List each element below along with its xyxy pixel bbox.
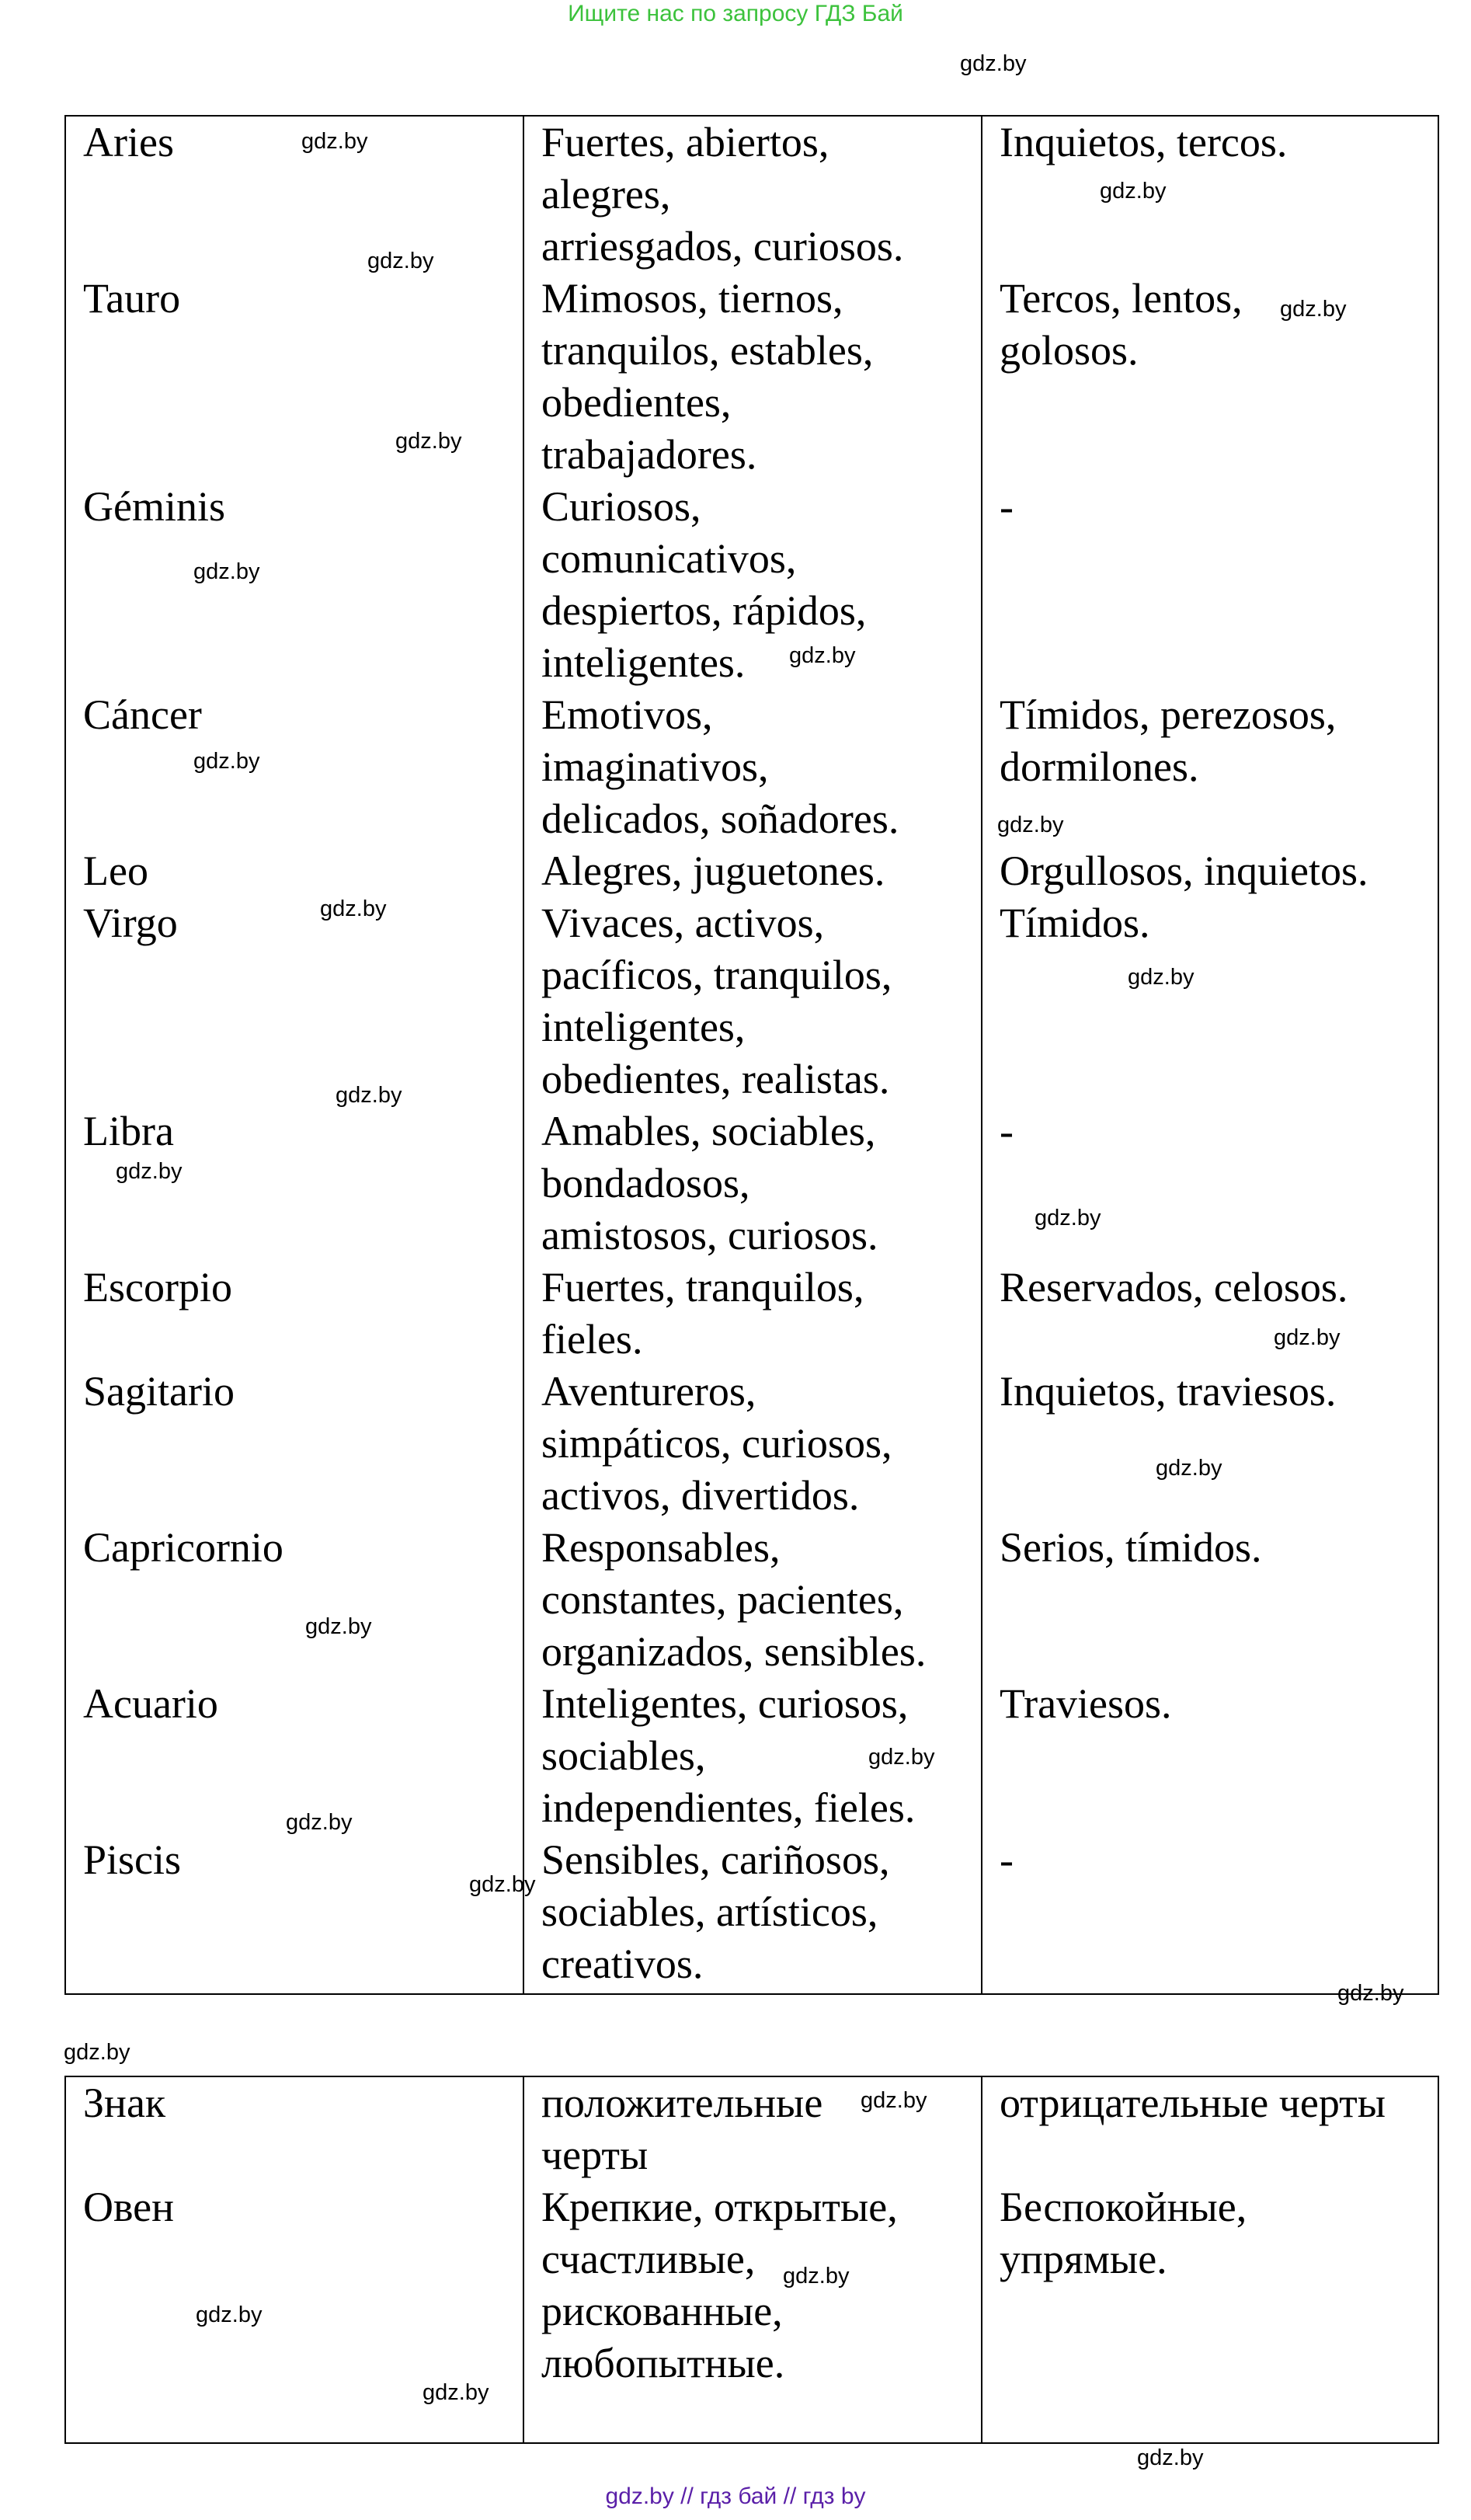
table-row (65, 116, 1438, 1994)
cell-line: Sagitario (83, 1368, 235, 1415)
cell-line (1000, 2337, 1438, 2389)
positive-traits-column (523, 2076, 982, 2443)
cell-line (83, 2285, 523, 2337)
cell-line: delicados, soñadores. (541, 795, 899, 842)
cell-line (1000, 1574, 1438, 1626)
negative-traits-column (982, 116, 1438, 1994)
cell-line (83, 585, 523, 637)
watermark: gdz.by (423, 2380, 489, 2405)
cell-line: comunicativos, (541, 535, 797, 582)
cell-line: imaginativos, (541, 743, 769, 790)
cell-line: Aries (83, 119, 174, 165)
cell-line: obedientes, realistas. (541, 1056, 890, 1102)
cell-line: рискованные, (541, 2288, 783, 2334)
cell-line (83, 793, 523, 845)
cell-line (83, 1470, 523, 1522)
cell-line: Responsables, (541, 1524, 781, 1571)
watermark: gdz.by (1156, 1456, 1222, 1481)
watermark: gdz.by (64, 2040, 130, 2065)
cell-line: упрямые. (1000, 2236, 1167, 2282)
watermark: gdz.by (1274, 1325, 1341, 1350)
cell-line: Sensibles, cariñosos, (541, 1836, 890, 1883)
cell-line: alegres, (541, 171, 671, 218)
cell-line (1000, 377, 1438, 429)
cell-line: Curiosos, (541, 483, 701, 530)
cell-line: - (1000, 483, 1014, 530)
cell-line (1000, 1001, 1438, 1053)
watermark: gdz.by (320, 896, 387, 921)
cell-line: dormilones. (1000, 743, 1199, 790)
cell-line (1000, 1782, 1438, 1834)
cell-line (1000, 1626, 1438, 1678)
cell-line: sociables, artísticos, (541, 1888, 878, 1935)
cell-line (83, 741, 523, 793)
cell-line (83, 221, 523, 273)
cell-line: golosos. (1000, 327, 1139, 374)
cell-line: despiertos, rápidos, (541, 587, 867, 634)
cell-line: simpáticos, curiosos, (541, 1420, 892, 1467)
cell-line: fieles. (541, 1316, 643, 1363)
cell-line: trabajadores. (541, 431, 757, 478)
watermark: gdz.by (960, 51, 1027, 76)
cell-line: Libra (83, 1108, 174, 1154)
cell-line: Traviesos. (1000, 1680, 1172, 1727)
cell-line (83, 949, 523, 1001)
watermark: gdz.by (1128, 965, 1195, 990)
cell-line: - (1000, 1108, 1014, 1154)
cell-line: положительные (541, 2080, 823, 2126)
watermark: gdz.by (868, 1745, 935, 1770)
watermark: gdz.by (336, 1083, 402, 1108)
cell-line: Acuario (83, 1680, 218, 1727)
cell-line (1000, 637, 1438, 689)
cell-line: Emotivos, (541, 691, 713, 738)
cell-line: Amables, sociables, (541, 1108, 876, 1154)
watermark: gdz.by (861, 2088, 927, 2113)
cell-line (83, 1938, 523, 1990)
cell-line: Овен (83, 2184, 175, 2230)
cell-line (83, 1001, 523, 1053)
cell-line (83, 1314, 523, 1366)
cell-line (83, 325, 523, 377)
cell-line: creativos. (541, 1940, 704, 1987)
watermark: gdz.by (1280, 297, 1347, 322)
cell-line: счастливые, (541, 2236, 756, 2282)
cell-line: отрицательные черты (1000, 2080, 1386, 2126)
cell-line (1000, 793, 1438, 845)
cell-line: Tercos, lentos, (1000, 275, 1243, 322)
cell-line: любопытные. (541, 2340, 785, 2386)
cell-line: Tímidos. (1000, 900, 1150, 946)
cell-line: activos, divertidos. (541, 1472, 860, 1519)
cell-line: Tauro (83, 275, 181, 322)
cell-line (1000, 429, 1438, 481)
watermark: gdz.by (1035, 1206, 1101, 1230)
cell-line: Alegres, juguetones. (541, 848, 885, 894)
cell-line (83, 1626, 523, 1678)
sign-column (65, 116, 523, 1994)
zodiac-table-russian (64, 2076, 1439, 2444)
cell-line (1000, 533, 1438, 585)
cell-line: sociables, (541, 1732, 706, 1779)
cell-line: amistosos, curiosos. (541, 1212, 878, 1258)
cell-line: independientes, fieles. (541, 1784, 916, 1831)
footer-links[interactable]: gdz.by // гдз бай // гдз by (605, 2483, 866, 2509)
cell-line (83, 1574, 523, 1626)
cell-line: Orgullosos, inquietos. (1000, 848, 1368, 894)
cell-line: inteligentes. (541, 639, 746, 686)
watermark: gdz.by (395, 429, 462, 454)
cell-line (1000, 2129, 1438, 2181)
watermark: gdz.by (1337, 1981, 1404, 2006)
negative-traits-column (982, 2076, 1438, 2443)
cell-line: Escorpio (83, 1264, 232, 1310)
cell-line: pacíficos, tranquilos, (541, 952, 892, 998)
cell-line: Inquietos, traviesos. (1000, 1368, 1337, 1415)
zodiac-table-spanish (64, 115, 1439, 1995)
watermark: gdz.by (1137, 2445, 1204, 2470)
cell-line: Reservados, celosos. (1000, 1264, 1348, 1310)
cell-line (1000, 1053, 1438, 1105)
cell-line: черты (541, 2132, 649, 2178)
cell-line (83, 1210, 523, 1262)
cell-line: Aventureros, (541, 1368, 756, 1415)
cell-line: Inteligentes, curiosos, (541, 1680, 909, 1727)
cell-line: Cáncer (83, 691, 202, 738)
cell-line (83, 533, 523, 585)
cell-line (1000, 585, 1438, 637)
cell-line: inteligentes, (541, 1004, 746, 1050)
cell-line (1000, 2285, 1438, 2337)
cell-line (83, 169, 523, 221)
cell-line: organizados, sensibles. (541, 1628, 927, 1675)
cell-line: Mimosos, tiernos, (541, 275, 843, 322)
cell-line (83, 2233, 523, 2285)
cell-line (1000, 949, 1438, 1001)
cell-line (83, 637, 523, 689)
cell-line: Virgo (83, 900, 178, 946)
cell-line (1000, 221, 1438, 273)
header-search-link[interactable]: Ищите нас по запросу ГДЗ Бай (568, 1, 903, 26)
watermark: gdz.by (997, 813, 1064, 837)
watermark: gdz.by (193, 749, 260, 774)
cell-line: Крепкие, открытые, (541, 2184, 898, 2230)
cell-line: Fuertes, abiertos, (541, 119, 829, 165)
cell-line: bondadosos, (541, 1160, 750, 1206)
watermark: gdz.by (196, 2302, 263, 2327)
cell-line: Знак (83, 2080, 166, 2126)
cell-line (1000, 1730, 1438, 1782)
watermark: gdz.by (789, 643, 856, 668)
cell-line: constantes, pacientes, (541, 1576, 904, 1623)
watermark: gdz.by (301, 129, 368, 154)
cell-line: Tímidos, perezosos, (1000, 691, 1337, 738)
cell-line (83, 1418, 523, 1470)
watermark: gdz.by (305, 1614, 372, 1639)
cell-line: arriesgados, curiosos. (541, 223, 904, 270)
positive-traits-column (523, 116, 982, 1994)
cell-line: Fuertes, tranquilos, (541, 1264, 864, 1310)
watermark: gdz.by (116, 1159, 183, 1184)
cell-line: Leo (83, 848, 148, 894)
cell-line: - (1000, 1836, 1014, 1883)
cell-line (1000, 1314, 1438, 1366)
cell-line: Inquietos, tercos. (1000, 119, 1288, 165)
cell-line: obedientes, (541, 379, 732, 426)
cell-line (1000, 169, 1438, 221)
watermark: gdz.by (286, 1810, 353, 1835)
watermark: gdz.by (193, 559, 260, 584)
cell-line (83, 1053, 523, 1108)
cell-line: Piscis (83, 1836, 182, 1883)
cell-line: Serios, tímidos. (1000, 1524, 1262, 1571)
cell-line: tranquilos, estables, (541, 327, 874, 374)
watermark: gdz.by (469, 1872, 536, 1897)
cell-line (1000, 1886, 1438, 1938)
table-row (65, 2076, 1438, 2443)
cell-line (1000, 1157, 1438, 1210)
cell-line (83, 2129, 523, 2181)
watermark: gdz.by (367, 249, 434, 273)
cell-line (83, 1730, 523, 1782)
cell-line: Capricornio (83, 1524, 283, 1571)
cell-line: Vivaces, activos, (541, 900, 825, 946)
cell-line: Géminis (83, 483, 225, 530)
cell-line: Беспокойные, (1000, 2184, 1247, 2230)
watermark: gdz.by (1100, 179, 1167, 204)
cell-line (83, 1886, 523, 1938)
cell-line (83, 377, 523, 429)
watermark: gdz.by (783, 2264, 850, 2289)
